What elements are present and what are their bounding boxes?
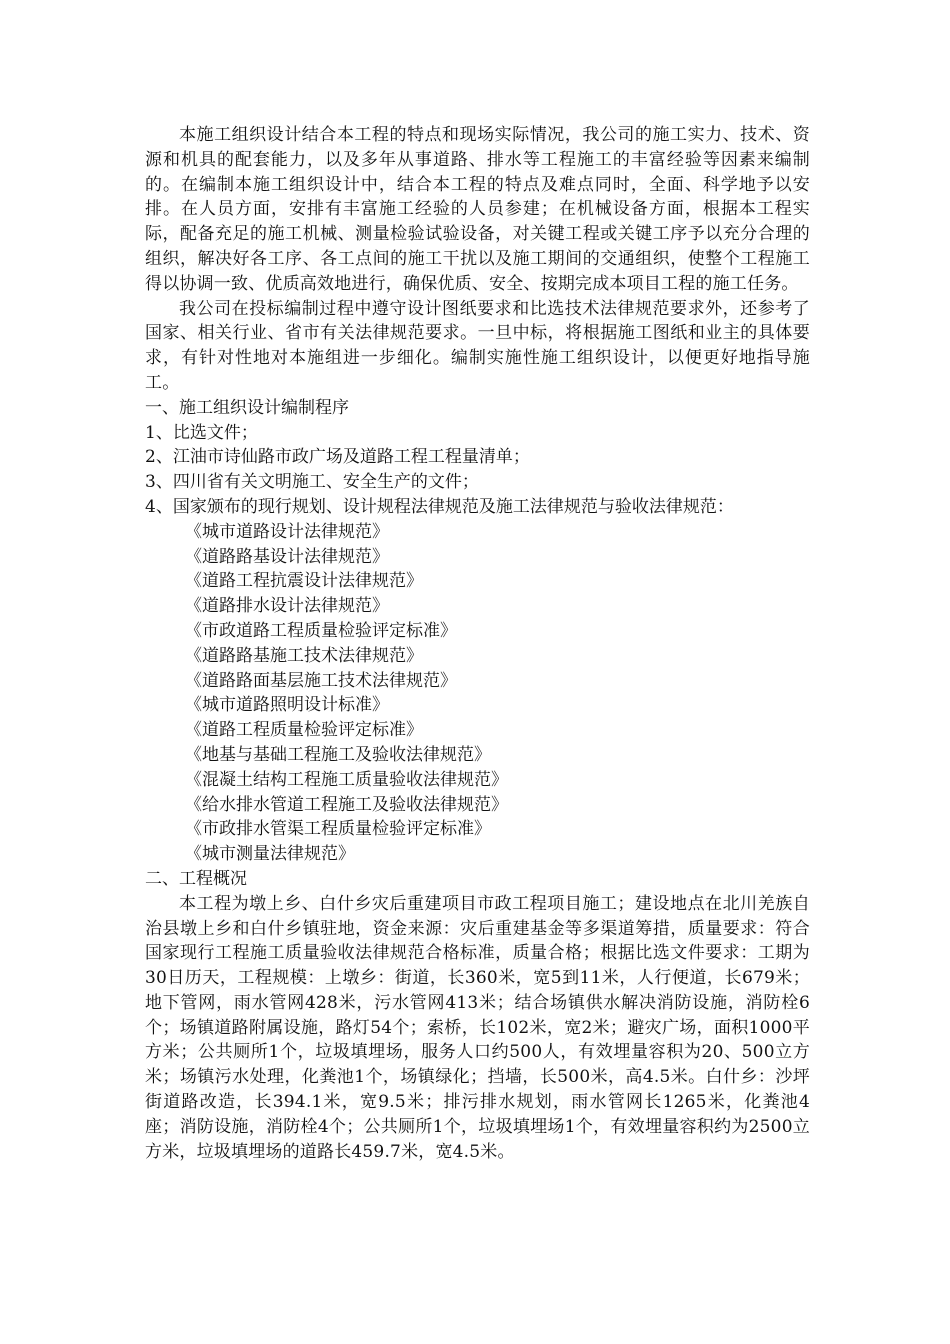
list-item: 2、江油市诗仙路市政广场及道路工程工程量清单； bbox=[145, 447, 530, 468]
standard-item: 《城市道路照明设计标准》 bbox=[185, 695, 389, 716]
intro-paragraph-2: 我公司在投标编制过程中遵守设计图纸要求和比选技术法律规范要求外，还参考了国家、相关行业、省市有关法律规范要求。一旦中标，将根据施工图纸和业主的具体要求，有针对性地对本施组进一步细化。编制实施性施工组织设计，以便更好地指导施工。 bbox=[145, 298, 810, 393]
standard-item: 《给水排水管道工程施工及验收法律规范》 bbox=[185, 794, 508, 815]
section-heading-2: 二、工程概况 bbox=[145, 868, 247, 889]
standard-item: 《道路路面基层施工技术法律规范》 bbox=[185, 670, 457, 691]
standard-item: 《道路路基施工技术法律规范》 bbox=[185, 645, 423, 666]
standard-item: 《城市道路设计法律规范》 bbox=[185, 521, 389, 542]
standard-item: 《市政道路工程质量检验评定标准》 bbox=[185, 620, 457, 641]
standard-item: 《道路排水设计法律规范》 bbox=[185, 596, 389, 617]
list-item: 1、比选文件； bbox=[145, 422, 258, 443]
list-item: 3、四川省有关文明施工、安全生产的文件； bbox=[145, 472, 479, 493]
standard-item: 《混凝土结构工程施工质量验收法律规范》 bbox=[185, 769, 508, 790]
standard-item: 《道路工程质量检验评定标准》 bbox=[185, 720, 423, 741]
standard-item: 《城市测量法律规范》 bbox=[185, 844, 355, 865]
list-item: 4、国家颁布的现行规划、设计规程法律规范及施工法律规范与验收法律规范： bbox=[145, 496, 734, 517]
standard-item: 《市政排水管渠工程质量检验评定标准》 bbox=[185, 819, 491, 840]
overview-paragraph: 本工程为墩上乡、白什乡灾后重建项目市政工程项目施工；建设地点在北川羌族自治县墩上乡和白什乡镇驻地，资金来源：灾后重建基金等多渠道筹措，质量要求：符合国家现行工程施工质量验收法律规范合格标准，质量合格；根据比选文件要求：工期为30日历天，工程规模：上墩乡：街道，长360米，宽5到11米，人行便道，长679米；地下管网，雨水管网428米，污水管网413米；结合场镇供水解决消防设施，消防栓6个；场镇道路附属设施，路灯54个；索桥，长102米，宽2米；避灾广场，面积1000平方米；公共厕所1个，垃圾填埋场，服务人口约500人，有效埋量容积为20、500立方米；场镇污水处理，化粪池1个，场镇绿化；挡墙，长500米，高4.5米。白什乡：沙坪街道路改造，长394.1米，宽9.5米；排污排水规划，雨水管网长1265米，化粪池4座；消防设施，消防栓4个；公共厕所1个，垃圾填埋场1个，有效埋量容积约为2500立方米，垃圾填埋场的道路长459.7米，宽4.5米。 bbox=[145, 893, 810, 1162]
standard-item: 《道路路基设计法律规范》 bbox=[185, 546, 389, 567]
standard-item: 《道路工程抗震设计法律规范》 bbox=[185, 571, 423, 592]
document-page bbox=[145, 123, 810, 1164]
intro-paragraph-1: 本施工组织设计结合本工程的特点和现场实际情况，我公司的施工实力、技术、资源和机具的配套能力，以及多年从事道路、排水等工程施工的丰富经验等因素来编制的。在编制本施工组织设计中，结合本工程的特点及难点同时，全面、科学地予以安排。在人员方面，安排有丰富施工经验的人员参建；在机械设备方面，根据本工程实际，配备充足的施工机械、测量检验试验设备，对关键工程或关键工序予以充分合理的组织，解决好各工序、各工点间的施工干扰以及施工期间的交通组织，使整个工程施工得以协调一致、优质高效地进行，确保优质、安全、按期完成本项目工程的施工任务。 bbox=[145, 125, 810, 294]
section-heading-1: 一、施工组织设计编制程序 bbox=[145, 397, 349, 418]
standard-item: 《地基与基础工程施工及验收法律规范》 bbox=[185, 744, 491, 765]
